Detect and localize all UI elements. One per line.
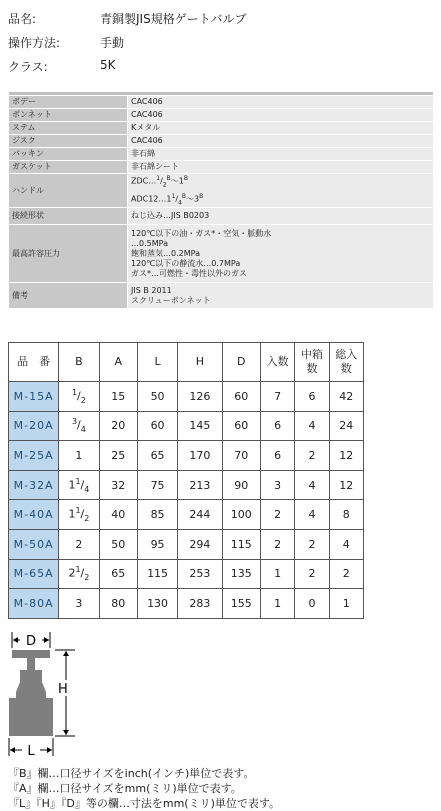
spec-key: 最高許容圧力 xyxy=(9,225,128,283)
cell-l: 115 xyxy=(137,559,177,589)
spec-value-handle xyxy=(128,174,434,208)
cell-h: 145 xyxy=(178,411,222,441)
table-row xyxy=(9,529,364,559)
cell-l: 50 xyxy=(137,382,177,412)
cell-h: 170 xyxy=(178,441,222,471)
cell-inner: 2 xyxy=(295,529,329,559)
valve-stem-shape xyxy=(27,658,35,670)
cell-qty: 6 xyxy=(261,411,295,441)
spec-row-stem xyxy=(9,122,434,135)
cell-d: 60 xyxy=(222,411,260,441)
d-dim-arrow-left xyxy=(13,637,18,643)
cell-d: 155 xyxy=(222,589,260,619)
spec-value: 非石綿 xyxy=(128,148,434,161)
remarks-line: JIS B 2011 xyxy=(131,285,172,295)
cell-b-denominator: 2 xyxy=(84,573,90,583)
cell-b xyxy=(59,382,99,412)
cell-b-value: 1 xyxy=(75,448,83,462)
spec-value-remarks xyxy=(128,283,434,309)
operation-value: 手動 xyxy=(100,36,125,50)
spec-key: 接続形状 xyxy=(9,208,128,225)
col-total-line-1: 総入 xyxy=(335,347,358,361)
cell-qty: 1 xyxy=(261,589,295,619)
cell-a: 40 xyxy=(99,500,137,530)
spec-row-gasket xyxy=(9,161,434,174)
cell-b-whole: 1 xyxy=(68,478,76,492)
cell-h: 294 xyxy=(178,529,222,559)
cell-total: 8 xyxy=(329,500,363,530)
h-dim-label: H xyxy=(58,682,68,697)
h-dim-arrow-bottom xyxy=(63,730,69,735)
cell-qty: 6 xyxy=(261,441,295,471)
cell-d: 100 xyxy=(222,500,260,530)
col-total-line-2: 数 xyxy=(340,362,352,375)
valve-dimension-diagram xyxy=(0,626,120,766)
cell-b-value: 2 xyxy=(75,537,83,551)
cell-inner: 4 xyxy=(295,411,329,441)
cell-total: 4 xyxy=(329,529,363,559)
cell-d: 115 xyxy=(222,529,260,559)
d-dim-arrow-right xyxy=(44,637,49,643)
table-row xyxy=(9,441,364,471)
col-inner-line-2: 数 xyxy=(306,362,318,375)
table-row xyxy=(9,470,364,500)
table-row xyxy=(9,382,364,412)
cell-h: 244 xyxy=(178,500,222,530)
cell-qty: 3 xyxy=(261,470,295,500)
cell-total: 12 xyxy=(329,470,363,500)
cell-total: 2 xyxy=(329,559,363,589)
table-row xyxy=(9,411,364,441)
cell-b-denominator: 2 xyxy=(80,395,86,405)
spec-key: 備考 xyxy=(9,283,128,309)
col-l: L xyxy=(137,343,177,382)
cell-b xyxy=(59,441,99,471)
cell-model: M-15A xyxy=(9,382,59,412)
spec-value: CAC406 xyxy=(128,109,434,122)
cell-b-slash: / xyxy=(80,567,85,581)
col-model: 品 番 xyxy=(9,343,59,382)
cell-a: 65 xyxy=(99,559,137,589)
valve-bonnet-shape xyxy=(16,670,46,698)
pressure-line: 120℃以下の静流水…0.7MPa xyxy=(131,258,241,268)
cell-l: 65 xyxy=(137,441,177,471)
spec-row-remarks xyxy=(9,283,434,309)
handle-line-2-frac-n: 1 xyxy=(171,192,176,200)
handle-line-2-d: B xyxy=(199,192,204,200)
spec-value: Kメタル xyxy=(128,122,434,135)
cell-d: 135 xyxy=(222,559,260,589)
l-dim-arrow-left xyxy=(10,747,15,753)
valve-handle-shape xyxy=(12,650,50,658)
table-row xyxy=(9,500,364,530)
cell-b-numerator: 1 xyxy=(75,565,81,575)
cell-h: 126 xyxy=(178,382,222,412)
cell-b-denominator: 4 xyxy=(84,484,90,494)
class-value: 5K xyxy=(100,58,116,72)
pressure-line: ガス*…可燃性・毒性以外のガス xyxy=(131,268,247,278)
spec-row-packing xyxy=(9,148,434,161)
cell-b xyxy=(59,589,99,619)
cell-total: 12 xyxy=(329,441,363,471)
table-row xyxy=(9,589,364,619)
model-table-header xyxy=(9,343,364,382)
cell-b xyxy=(59,470,99,500)
pressure-line: 飽和蒸気…0.2MPa xyxy=(131,248,200,258)
cell-model: M-65A xyxy=(9,559,59,589)
cell-qty: 2 xyxy=(261,529,295,559)
cell-h: 213 xyxy=(178,470,222,500)
spec-value-pressure xyxy=(128,225,434,283)
d-dim-label: D xyxy=(25,634,37,649)
cell-b xyxy=(59,411,99,441)
cell-a: 50 xyxy=(99,529,137,559)
cell-total: 42 xyxy=(329,382,363,412)
cell-model: M-80A xyxy=(9,589,59,619)
pressure-line: 120℃以下の油・ガス*・空気・脈動水 xyxy=(131,228,272,238)
table-row xyxy=(9,559,364,589)
cell-model: M-25A xyxy=(9,441,59,471)
cell-b-numerator: 1 xyxy=(71,387,78,397)
handle-line-2-frac-d: 4 xyxy=(178,198,182,206)
cell-total: 1 xyxy=(329,589,363,619)
cell-b-slash: / xyxy=(80,478,85,492)
operation-label: 操作方法: xyxy=(8,36,61,50)
cell-inner: 6 xyxy=(295,382,329,412)
spec-value: CAC406 xyxy=(128,135,434,148)
note-lhd: 『L』『H』『D』等の欄…寸法をmm(ミリ)単位で表す。 xyxy=(8,797,281,810)
remarks-line: スクリューボンネット xyxy=(131,295,211,305)
spec-key: ボンネット xyxy=(9,109,128,122)
cell-a: 20 xyxy=(99,411,137,441)
spec-row-bonnet xyxy=(9,109,434,122)
cell-model: M-32A xyxy=(9,470,59,500)
col-total xyxy=(329,343,363,382)
cell-b xyxy=(59,559,99,589)
cell-d: 90 xyxy=(222,470,260,500)
cell-b-denominator: 4 xyxy=(80,425,86,435)
l-dim-label: L xyxy=(27,744,35,759)
cell-h: 253 xyxy=(178,559,222,589)
spec-key: ボデー xyxy=(9,96,128,109)
col-h: H xyxy=(178,343,222,382)
cell-h: 283 xyxy=(178,589,222,619)
spec-row-connection xyxy=(9,208,434,225)
model-table xyxy=(8,342,364,619)
spec-key: ガスケット xyxy=(9,161,128,174)
spec-value: CAC406 xyxy=(128,96,434,109)
cell-inner: 2 xyxy=(295,559,329,589)
spec-value: ねじ込み…JIS B0203 xyxy=(128,208,434,225)
spec-row-pressure xyxy=(9,225,434,283)
col-d: D xyxy=(222,343,260,382)
cell-l: 95 xyxy=(137,529,177,559)
cell-qty: 1 xyxy=(261,559,295,589)
cell-inner: 2 xyxy=(295,441,329,471)
cell-l: 85 xyxy=(137,500,177,530)
cell-b-slash: / xyxy=(80,507,85,521)
cell-b-whole: 1 xyxy=(68,507,76,521)
class-label: クラス: xyxy=(8,60,48,74)
handle-line-1: $ZDC\dots^1/_2^B$〜$1^B$ xyxy=(131,174,188,188)
cell-b-slash: / xyxy=(77,419,81,433)
pressure-line: …0.5MPa xyxy=(131,238,168,248)
cell-inner: 4 xyxy=(295,470,329,500)
cell-a: 32 xyxy=(99,470,137,500)
handle-line-1-c: 〜1 xyxy=(170,176,184,186)
valve-body-shape xyxy=(9,698,53,736)
cell-d: 60 xyxy=(222,382,260,412)
handle-line-2: $ADC12\dots 1^1/_4^B$〜$3^B$ xyxy=(131,192,204,206)
cell-b-numerator: 3 xyxy=(71,417,78,427)
handle-line-2-b: B xyxy=(181,192,186,200)
col-qty: 入数 xyxy=(261,343,295,382)
cell-l: 60 xyxy=(137,411,177,441)
h-dim-arrow-top xyxy=(63,651,69,656)
spec-table xyxy=(8,91,434,309)
handle-line-2-a: ADC12…1 xyxy=(131,194,172,204)
cell-b-slash: / xyxy=(77,389,81,403)
col-b: B xyxy=(59,343,99,382)
col-a: A xyxy=(99,343,137,382)
cell-l: 75 xyxy=(137,470,177,500)
cell-b-value: 3 xyxy=(75,596,83,610)
cell-l: 130 xyxy=(137,589,177,619)
cell-qty: 2 xyxy=(261,500,295,530)
cell-qty: 7 xyxy=(261,382,295,412)
spec-value: 非石綿シート xyxy=(128,161,434,174)
l-dim-arrow-right xyxy=(47,747,52,753)
spec-row-body xyxy=(9,96,434,109)
handle-line-1-b: B xyxy=(166,174,171,182)
handle-line-1-frac-d: 2 xyxy=(162,181,167,188)
product-name-label: 品名: xyxy=(8,12,37,26)
cell-b-numerator: 1 xyxy=(75,506,81,516)
cell-inner: 4 xyxy=(295,500,329,530)
col-inner xyxy=(295,343,329,382)
cell-total: 24 xyxy=(329,411,363,441)
product-name-value: 青銅製JIS規格ゲートバルブ xyxy=(100,12,247,26)
spec-key: ハンドル xyxy=(9,174,128,208)
spec-key: ジスク xyxy=(9,135,128,148)
cell-a: 80 xyxy=(99,589,137,619)
handle-line-1-frac-n: 1 xyxy=(156,174,161,182)
spec-key: パッキン xyxy=(9,148,128,161)
cell-model: M-50A xyxy=(9,529,59,559)
col-inner-line-1: 中箱 xyxy=(300,347,323,361)
spec-row-handle xyxy=(9,174,434,208)
cell-a: 25 xyxy=(99,441,137,471)
cell-b-numerator: 1 xyxy=(75,476,81,486)
cell-b xyxy=(59,529,99,559)
cell-a: 15 xyxy=(99,382,137,412)
spec-row-disc xyxy=(9,135,434,148)
note-a: 『A』欄…口径サイズをmm(ミリ)単位で表す。 xyxy=(8,782,242,795)
cell-inner: 0 xyxy=(295,589,329,619)
cell-d: 70 xyxy=(222,441,260,471)
spec-key: ステム xyxy=(9,122,128,135)
handle-line-1-d: B xyxy=(183,174,188,182)
cell-b-whole: 2 xyxy=(68,567,76,581)
handle-line-2-c: 〜3 xyxy=(185,194,200,204)
handle-line-1-a: ZDC… xyxy=(131,176,157,186)
cell-model: M-40A xyxy=(9,500,59,530)
cell-b xyxy=(59,500,99,530)
cell-model: M-20A xyxy=(9,411,59,441)
note-b: 『B』欄…口径サイズをinch(インチ)単位で表す。 xyxy=(8,767,255,780)
cell-b-denominator: 2 xyxy=(84,514,90,524)
